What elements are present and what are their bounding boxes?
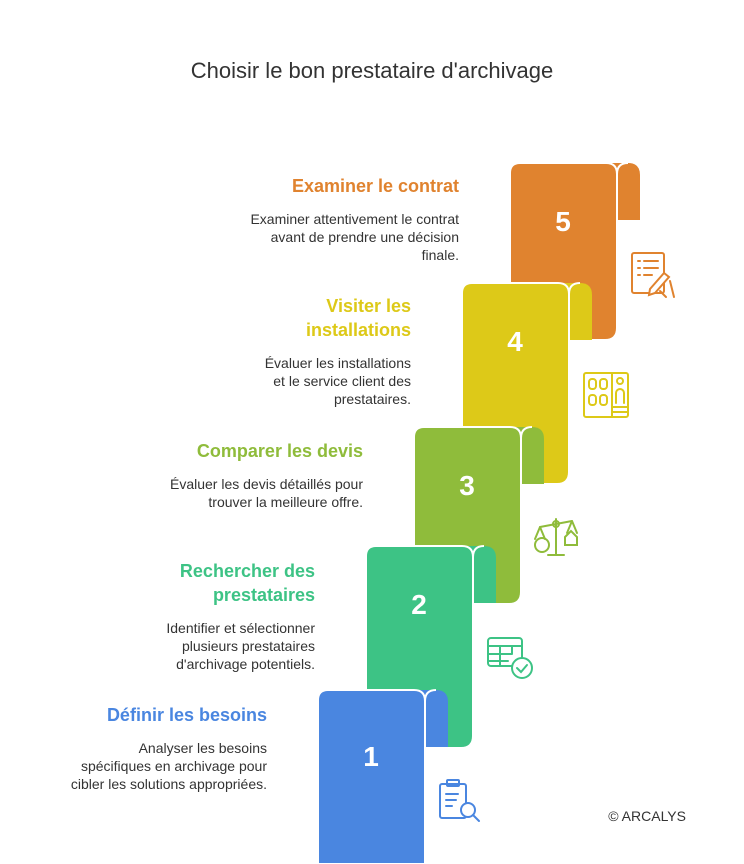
contract-sign-icon (632, 253, 674, 297)
step-description: Évaluer les installations et le service client des prestataires. (264, 355, 411, 407)
step-number: 3 (459, 470, 475, 501)
scroll-panel (318, 690, 425, 864)
step-1-text (67, 703, 267, 793)
step-description: Identifier et sélectionner plusieurs prestataires d'archivage potentiels. (166, 620, 315, 672)
step-number: 2 (411, 589, 427, 620)
step-title: Définir les besoins (106, 705, 267, 725)
step-3-text (163, 439, 363, 511)
step-title: Comparer les devis (196, 441, 363, 461)
step-description: Évaluer les devis détaillés pour trouver la meilleure offre. (170, 476, 363, 510)
step-number: 1 (363, 741, 379, 772)
copyright: © ARCALYS (608, 808, 686, 824)
step-title: Rechercher des prestataires (179, 561, 315, 605)
page-title: Choisir le bon prestataire d'archivage (190, 58, 554, 83)
clipboard-search-icon (440, 780, 479, 821)
step-2-text (125, 559, 315, 673)
table-check-icon (488, 638, 532, 678)
step-description: Analyser les besoins spécifiques en archivage pour cibler les solutions appropriées. (70, 740, 267, 792)
step-title: Visiter les installations (305, 296, 411, 340)
step-4-text (261, 294, 411, 408)
step-5-text (249, 174, 459, 264)
step-1-scroll (318, 690, 448, 864)
step-title: Examiner le contrat (291, 176, 459, 196)
scale-icon (535, 519, 577, 555)
step-number: 5 (555, 206, 571, 237)
step-number: 4 (507, 326, 523, 357)
step-description: Examiner attentivement le contrat avant de prendre une décision finale. (250, 211, 459, 263)
building-icon (584, 373, 628, 417)
